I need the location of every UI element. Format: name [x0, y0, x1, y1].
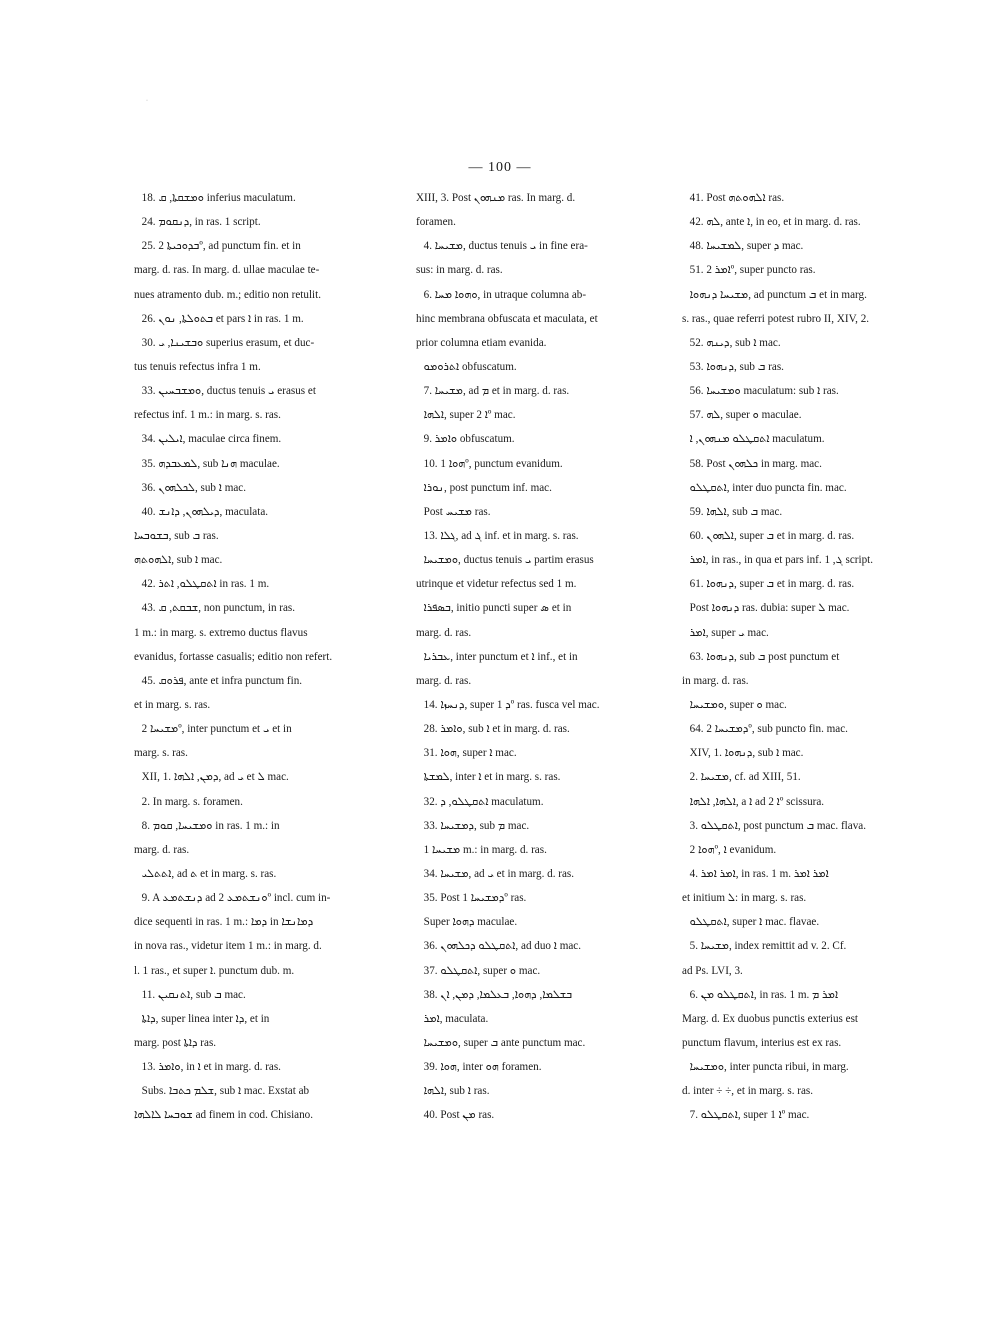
text-line: 32. ܐܬܩܛܠܘ, ܕ maculatum.: [423, 794, 544, 808]
text-line: ܐܬܩܛܠܘ, super ܐ mac. flavae.: [689, 915, 820, 929]
text-line: 56. ܘܡܫܝܚܐ maculatum: sub ܐ ras.: [689, 384, 839, 398]
text-line: 14. ܕܢܚܙܐ, super ܕ 1º ras. fusca vel mac.: [423, 697, 600, 711]
text-line: et in marg. s. ras.: [134, 697, 211, 711]
text-line: ܐܡܪ, in ras., in qua et pars inf. ܓ, 1 script.: [689, 553, 874, 567]
text-line: dice sequenti in ras. 1 m.: ܕܡܐ in ܕܡܐܢܫܐ: [134, 915, 314, 929]
text-line: Subs. ܫܠܡ ܟܬܒܐ, sub ܐ mac. Exstat ab: [141, 1084, 310, 1098]
text-line: marg. post ܕܐܬܐ ras.: [134, 1035, 217, 1049]
text-line: ܐܠܗܐ, ܐܠܗܐ, a ܐ ad ܐ 2º scissura.: [689, 794, 825, 808]
text-line: ܐܠܗܘܬܗ, sub ܐ mac.: [134, 553, 223, 567]
page-number: — 100 —: [468, 160, 532, 175]
text-line: 34. ܐܝܠܝܢ, maculae circa finem.: [141, 432, 282, 446]
text-line: 51. ܐܡܪ 2º, super puncto ras.: [689, 263, 816, 277]
text-line: sus: in marg. d. ras.: [416, 263, 503, 277]
text-line: 59. ܐܠܗܐ, sub ܒ mac.: [689, 504, 783, 518]
text-line: 7. ܐܬܩܛܠܘ, super ܐ 1º mac.: [689, 1108, 810, 1122]
text-line: 2. In marg. s. foramen.: [141, 794, 243, 808]
column-right: [682, 186, 924, 1127]
text-line: 11. ܐܬܢܩܝܢ, sub ܒ mac.: [141, 987, 246, 1001]
text-line: 36. ܐܬܩܛܠܘ ܕܟܠܗܘܢ, ad duo ܐ mac.: [423, 939, 582, 953]
text-line: 64. ܕܡܫܝܚܐ 2º, sub puncto fin. mac.: [689, 722, 848, 736]
text-line: 9. A ܕܢܫܬܡܥ ad ܘܢܫܬܡܥ 2º incl. cum in-: [141, 891, 331, 905]
text-line: ܐܡܪ, super ܝ mac.: [689, 625, 769, 639]
text-line: 24. ܕܢܩܘܡ, in ras. 1 script.: [141, 215, 261, 229]
text-line: ܕܐܬܐ, super linea inter ܕܐ, et in: [141, 1011, 270, 1025]
text-line: punctum flavum, interius est ex ras.: [682, 1035, 842, 1049]
text-line: ܘܡܫܝܚܐ, super ܘ mac.: [689, 697, 787, 711]
text-line: ܫܘܒܚܐ ܠܐܠܗܐ ad finem in cod. Chisiano.: [134, 1108, 314, 1122]
text-line: 18. ܘܡܫܩܬܐ, ܩ inferius maculatum.: [141, 191, 296, 204]
text-line: ܡܫܝܚܐ 1 m.: in marg. d. ras.: [423, 842, 547, 856]
text-line: 6. ܐܬܩܛܠܘ ܡܢ, in ras. 1 m. ܐܡܪ ܡ: [689, 987, 839, 1001]
text-line: refectus inf. 1 m.: in marg. s. ras.: [134, 408, 281, 422]
text-line: ad Ps. LVI, 3.: [682, 963, 743, 977]
text-line: marg. s. ras.: [134, 746, 188, 760]
text-line: 5. ܡܫܝܚܐ, index remittit ad v. 2. Cf.: [689, 939, 847, 953]
text-line: 13. ܘܐܡܪ, in ܐ et in marg. d. ras.: [141, 1060, 281, 1074]
text-line: Post ܡܫܝܚ ras.: [423, 504, 491, 518]
text-line: hinc membrana obfuscata et maculata, et: [416, 311, 598, 325]
text-line: marg. d. ras.: [416, 673, 472, 687]
text-line: 28. ܘܐܡܪ, sub ܐ et in marg. d. ras.: [423, 722, 570, 736]
text-line: 37. ܐܬܩܛܠܘ, super ܘ mac.: [423, 963, 541, 977]
text-line: marg. d. ras.: [416, 625, 472, 639]
text-line: ܥܒܪܝܐ, inter punctum et ܐ inf., et in: [423, 649, 578, 663]
text-line: tus tenuis refectus infra 1 m.: [134, 359, 261, 373]
text-line: ܒܫܘܒܚܐ, sub ܒ ras.: [134, 528, 219, 542]
stray-mark: ·: [146, 98, 148, 104]
text-line: ܐܬܩܛܠܘ, inter duo puncta fin. mac.: [689, 480, 847, 494]
text-line: ܐܠܗܐ, sub ܐ ras.: [423, 1084, 490, 1098]
text-line: ܘܡܫܝܚܐ, inter puncta ribui, in marg.: [689, 1060, 849, 1074]
text-line: foramen.: [416, 215, 456, 229]
text-line: 3. ܐܬܩܛܠܘ, post punctum ܒ mac. flava.: [689, 818, 866, 832]
text-line: XIV, 1. ܕܢܗܘܐ, sub ܐ mac.: [689, 746, 804, 760]
text-line: 60. ܐܠܗܘܢ, super ܒ et in marg. d. ras.: [689, 528, 855, 542]
column-middle: [416, 186, 658, 1127]
text-line: d. inter ÷ ÷, et in marg. s. ras.: [682, 1084, 814, 1098]
text-line: ܒܣܦܪܐ, initio puncti super ܣ et in: [423, 601, 572, 615]
text-line: l. 1 ras., et super ܐ. punctum dub. m.: [134, 963, 295, 977]
text-line: 40. Post ܡܢ ras.: [423, 1108, 495, 1122]
text-line: ܗܘܐ 2º, ܐ evanidum.: [689, 842, 777, 856]
text-line: 4. ܡܫܝܚܐ, ductus tenuis ܝ in fine era-: [423, 239, 588, 253]
text-line: 7. ܡܫܝܚܐ, ad ܡ et in marg. d. ras.: [423, 384, 570, 398]
text-line: 45. ܦܪܘܩ, ante et infra punctum fin.: [141, 673, 303, 687]
text-line: 42. ܐܬܩܛܠܘ, ܐܬܪ in ras. 1 m.: [141, 577, 270, 591]
text-line: evanidus, fortasse casualis; editio non refert.: [134, 649, 333, 663]
text-line: Post ܕܢܗܘܐ ras. dubia: super ܠ mac.: [689, 601, 850, 615]
text-line: 40. ܕܝܠܗܘܢ, ܕܐܢܫ, maculata.: [141, 504, 269, 518]
text-line: 63. ܕܢܗܘܐ, sub ܒ post punctum et: [689, 649, 840, 663]
text-line: 57. ܠܗ, super ܘ maculae.: [689, 408, 802, 422]
text-line: 39. ܗܘܐ, inter ܗܘ foramen.: [423, 1060, 542, 1074]
text-line: ܐܬܩܛܠܘ ܡܢܗܘܢ, ܐ maculatum.: [689, 432, 825, 446]
text-line: nues atramento dub. m.; editio non retulit.: [134, 287, 322, 301]
text-line: Super ܕܗܘܐ maculae.: [423, 915, 518, 929]
text-line: Marg. d. Ex duobus punctis exterius est: [682, 1011, 859, 1025]
text-line: XII, 1. ܕܡܢ, ܐܠܗܐ, ad ܝ et ܠ mac.: [141, 770, 289, 784]
text-line: 52. ܕܝܢܗ, sub ܐ mac.: [689, 335, 781, 349]
text-line: XIII, 3. Post ܡܢܗܘܢ ras. In marg. d.: [416, 191, 576, 204]
text-line: ܠܡܫܬܐ, inter ܐ et in marg. s. ras.: [423, 770, 561, 784]
text-line: 36. ܠܟܠܗܘܢ, sub ܐ mac.: [141, 480, 247, 494]
text-line: 34. ܡܫܝܚܐ, ad ܝ et in marg. d. ras.: [423, 866, 575, 880]
text-line: 10. ܗܘܐ 1º, punctum evanidum.: [423, 456, 563, 470]
text-line: 43. ܫܒܩܬ, ܩ, non punctum, in ras.: [141, 601, 296, 615]
text-line: marg. d. ras.: [134, 842, 190, 856]
text-line: 38. ܒܫܠܡܐ, ܕܗܘܐ, ܒܥܠܡܐ, ܕܡܢ, ܐܢ: [423, 987, 573, 1001]
text-line: prior columna etiam evanida.: [416, 335, 547, 349]
text-line: 35. Post ܕܡܫܝܚܐ 1º ras.: [423, 891, 527, 905]
text-line: 9. ܘܐܡܪ obfuscatum.: [423, 432, 515, 446]
text-line: ܐܬܬܠܝ, ad ܬ et in marg. s. ras.: [141, 866, 277, 880]
text-line: marg. d. ras. In marg. d. ullae maculae te-: [134, 263, 320, 277]
text-line: 30. ܘܒܫܝܢܐ, ܝ superius erasum, et duc-: [141, 335, 315, 349]
text-line: 1 m.: in marg. s. extremo ductus flavus: [134, 625, 308, 639]
text-line: ܢܘܪܐ, post punctum inf. mac.: [423, 480, 552, 494]
text-line: 6. ܘܗܘܐ ܡܚܐ, in utraque columna ab-: [423, 287, 587, 301]
text-line: 35. ܠܡܥܒܕܗ, sub ܗܢܐ maculae.: [141, 456, 280, 470]
text-line: ܘܡܫܝܚܐ, super ܒ ante punctum mac.: [423, 1035, 586, 1049]
text-line: ܡܫܝܚܐ 2º, inter punctum et ܝ et in: [141, 722, 292, 736]
text-line: 25. ܒܕܘܟܝܬܐ 2º, ad punctum fin. et in: [141, 239, 301, 253]
text-line: utrinque et videtur refectus sed 1 m.: [416, 577, 577, 591]
text-line: 33. ܕܡܫܝܚܐ, sub ܡ mac.: [423, 818, 530, 832]
text-line: s. ras., quae referri potest rubro II, XIV, 2.: [682, 311, 870, 325]
text-line: 26. ܒܬܘܠܬܐ, ܢܘܢ et pars ܐ in ras. 1 m.: [141, 311, 304, 325]
text-line: 41. Post ܐܠܗܘܬܗ ras.: [689, 191, 785, 204]
text-line: et initium ܠ: in marg. s. ras.: [682, 891, 807, 905]
text-line: 61. ܕܢܗܘܐ, super ܒ et in marg. d. ras.: [689, 577, 855, 591]
text-line: ܘܡܫܝܚܐ, ductus tenuis ܝ partim erasus: [423, 553, 594, 567]
text-line: ܐܡܪ, maculata.: [423, 1011, 489, 1025]
text-line: ܐܬܪܘܡܘ obfuscatum.: [423, 359, 517, 373]
text-line: in nova ras., videtur item 1 m.: in marg. d.: [134, 939, 322, 953]
text-line: ܐܠܗܐ, super ܐ 2º mac.: [423, 408, 516, 422]
text-line: 33. ܘܡܫܒܚܝܢ, ductus tenuis ܝ erasus et: [141, 384, 316, 398]
text-line: 4. ܐܡܪ ܐܡܪ, in ras. 1 m. ܐܡܪ ܐܡܪ: [689, 866, 829, 880]
column-left: [134, 186, 386, 1127]
text-line: 42. ܠܗ, ante ܐ, in eo, et in marg. d. ras.: [689, 215, 861, 229]
text-line: 53. ܕܢܗܘܐ, sub ܒ ras.: [689, 359, 784, 373]
text-line: in marg. d. ras.: [682, 673, 749, 687]
text-line: 8. ܘܡܫܝܚܐ, ܩܘܡ in ras. 1 m.: in: [141, 818, 280, 832]
text-line: 13. ܓܠܐ, ad ܓ inf. et in marg. s. ras.: [423, 528, 579, 542]
text-line: 58. Post ܟܠܗܘܢ in marg. mac.: [689, 456, 822, 470]
text-line: 2. ܡܫܝܚܐ, cf. ad XIII, 51.: [689, 770, 801, 784]
text-line: 31. ܗܘܐ, super ܐ mac.: [423, 746, 517, 760]
text-line: 48. ܠܡܫܝܚܐ, super ܕ mac.: [689, 239, 804, 253]
text-line: ܡܫܝܚܐ ܕܢܗܘܐ, ad punctum ܒ et in marg.: [689, 287, 867, 301]
